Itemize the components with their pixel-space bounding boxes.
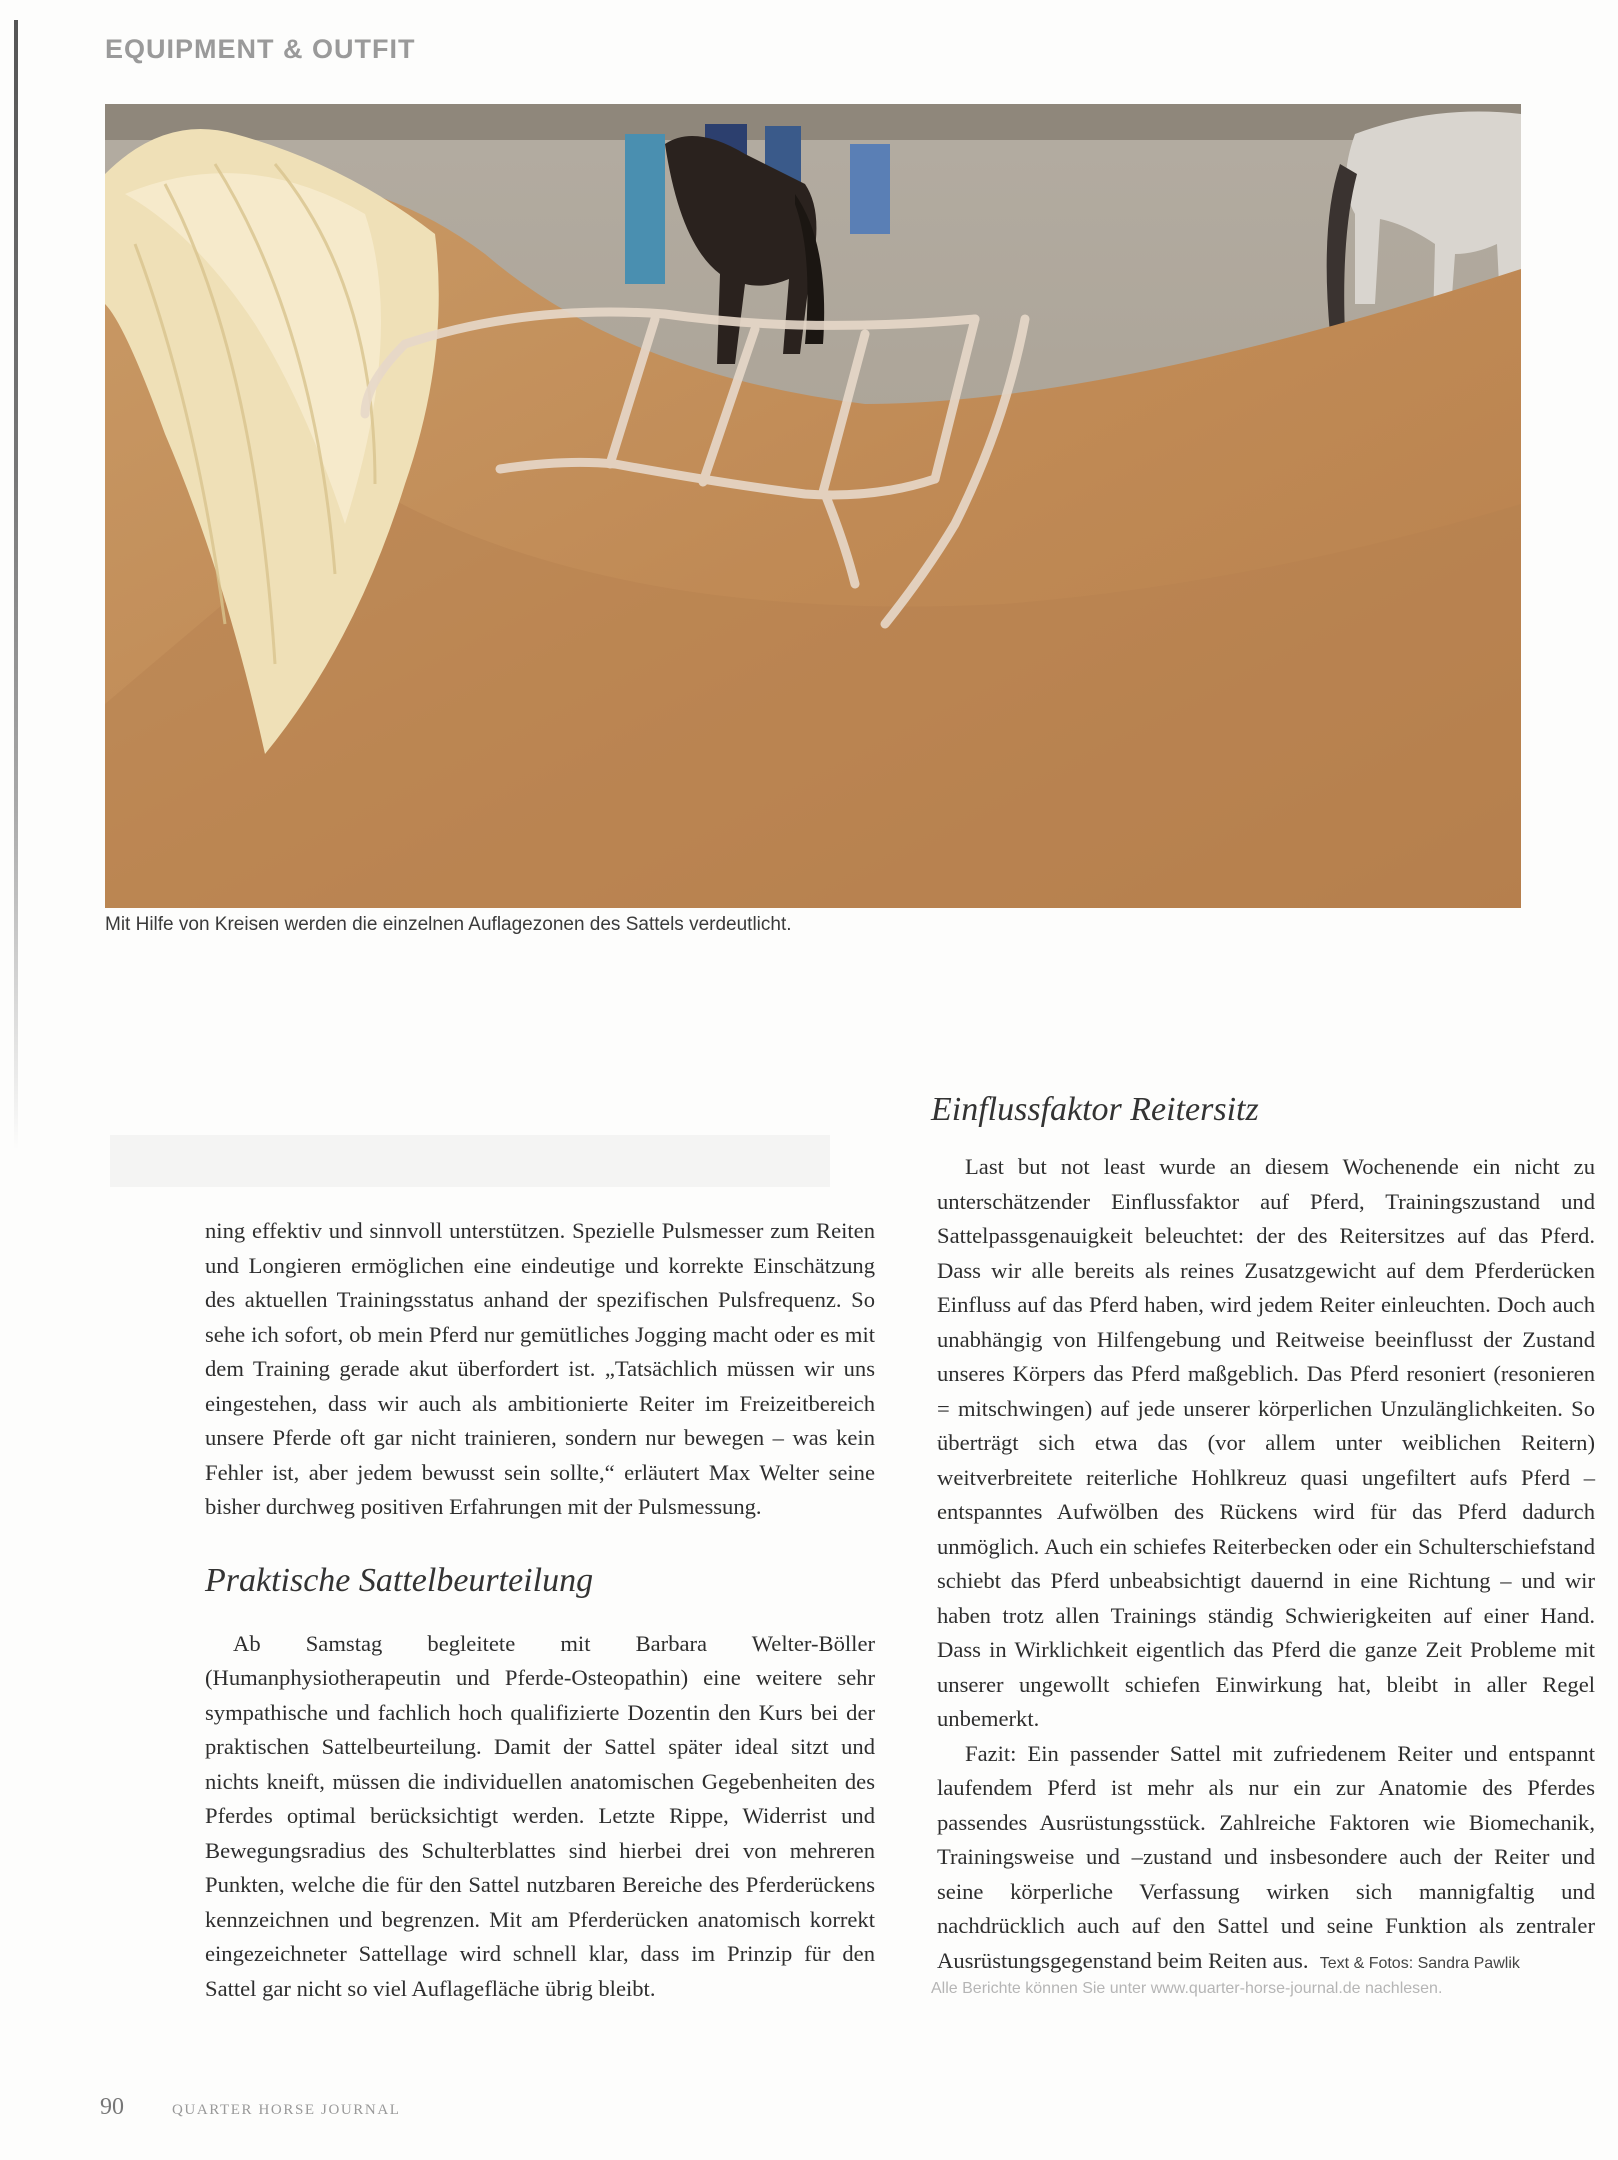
section-label: EQUIPMENT & OUTFIT	[105, 34, 416, 64]
page-binding-edge	[14, 20, 18, 1150]
right-heading: Einflussfaktor Reitersitz	[931, 1091, 1259, 1128]
page-number: 90	[100, 2094, 124, 2120]
right-paragraph-2-text: Fazit: Ein passender Sattel mit zufriedenem Reiter und entspannt laufendem Pferd ist mehr als nur ein zur Anatomie des Pferdes passendes Ausrüstungsstück. Zahlreiche Faktoren wie Biomechanik, Trainingsweise und –zustand und insbesondere auch der Reiter und seine körperliche Verfassung wirken sich mannigfaltig und nachdrücklich auch auf den Sattel und seine Funktion als zentraler Ausrüstungsgegenstand beim Reiten aus.	[937, 1740, 1595, 1973]
left-intro-paragraph: ning effektiv und sinnvoll unterstützen. Spezielle Pulsmesser zum Reiten und Longieren ermöglichen eine eindeutige und korrekte Einschätzung des aktuellen Trainingsstatus anhand der spezifischen Pulsfrequenz. So sehe ich sofort, ob mein Pferd nur gemütliches Jogging macht oder es mit dem Training gerade akut überfordert ist. „Tatsächlich müssen wir uns eingestehen, dass wir auch als ambitionierte Reiter im Freizeitbereich unsere Pferde oft gar nicht trainieren, sondern nur bewegen – was kein Fehler ist, aber jedem bewusst sein sollte,“ erläutert Max Welter seine bisher durchweg positiven Erfahrungen mit der Pulsmessung.	[205, 1218, 875, 1519]
magazine-name: QUARTER HORSE JOURNAL	[172, 2102, 401, 2118]
horse-back-photo	[105, 104, 1521, 908]
left-column	[205, 1214, 875, 2006]
left-heading: Praktische Sattelbeurteilung	[205, 1561, 594, 1599]
right-paragraph-2	[937, 1737, 1595, 1982]
show-through-band	[110, 1135, 830, 1187]
photo-credit: Text & Fotos: Sandra Pawlik	[1319, 1954, 1520, 1972]
photo-caption: Mit Hilfe von Kreisen werden die einzelnen Auflagezonen des Sattels verdeutlicht.	[105, 914, 792, 935]
right-column	[937, 1150, 1595, 1981]
right-paragraph-1: Last but not least wurde an diesem Wochenende ein nicht zu unterschätzender Einflussfaktor auf Pferd, Trainingszustand und Sattelpassgenauigkeit beleuchtet: der des Reitersitzes auf das Pferd. Dass wir alle bereits als reines Zusatzgewicht auf dem Pferderücken Einfluss auf das Pferd haben, wird jedem Reiter einleuchten. Doch auch unabhängig von Hilfengebung und Reitweise beeinflusst der Zustand unseres Körpers das Pferd maßgeblich. Das Pferd resoniert (resonieren = mitschwingen) auf jede unserer körperlichen Unzulänglichkeiten. So überträgt sich etwa das (vor allem unter weiblichen Reitern) weitverbreitete reiterliche Hohlkreuz quasi ungefiltert aufs Pferd – entspanntes Aufwölben des Rückens wird für das Pferd dadurch unmöglich. Auch ein schiefes Reiterbecken oder ein Schulterschiefstand schiebt das Pferd unbeabsichtigt dauernd in eine Richtung – und wir haben trotz allen Trainings ständig Schwierigkeiten auf einer Hand. Dass in Wirklichkeit eigentlich das Pferd die ganze Zeit Probleme mit unserer ungewollt schiefen Einwirkung hat, bleibt in aller Regel unbemerkt.	[937, 1154, 1595, 1731]
horse-back-photo-illustration	[105, 104, 1521, 908]
left-paragraph: Ab Samstag begleitete mit Barbara Welter-Böller (Humanphysiotherapeutin und Pferde-Osteopathin) eine weitere sehr sympathische und fachlich hoch qualifizierte Dozentin den Kurs bei der praktischen Sattelbeurteilung. Damit der Sattel später ideal sitzt und nichts kneift, müssen die individuellen anatomischen Gegebenheiten des Pferdes optimal berücksichtigt werden. Letzte Rippe, Widerrist und Bewegungsradius des Schulterblattes sind hierbei drei von mehreren Punkten, welche die für den Sattel nutzbaren Bereiche des Pferderückens kennzeichnen und begrenzen. Mit am Pferderücken anatomisch korrekt eingezeichneter Sattellage wird schnell klar, dass im Prinzip für den Sattel gar nicht so viel Auflagefläche übrig bleibt.	[205, 1630, 875, 2001]
web-note: Alle Berichte können Sie unter www.quarter-horse-journal.de nachlesen.	[931, 1980, 1443, 1997]
